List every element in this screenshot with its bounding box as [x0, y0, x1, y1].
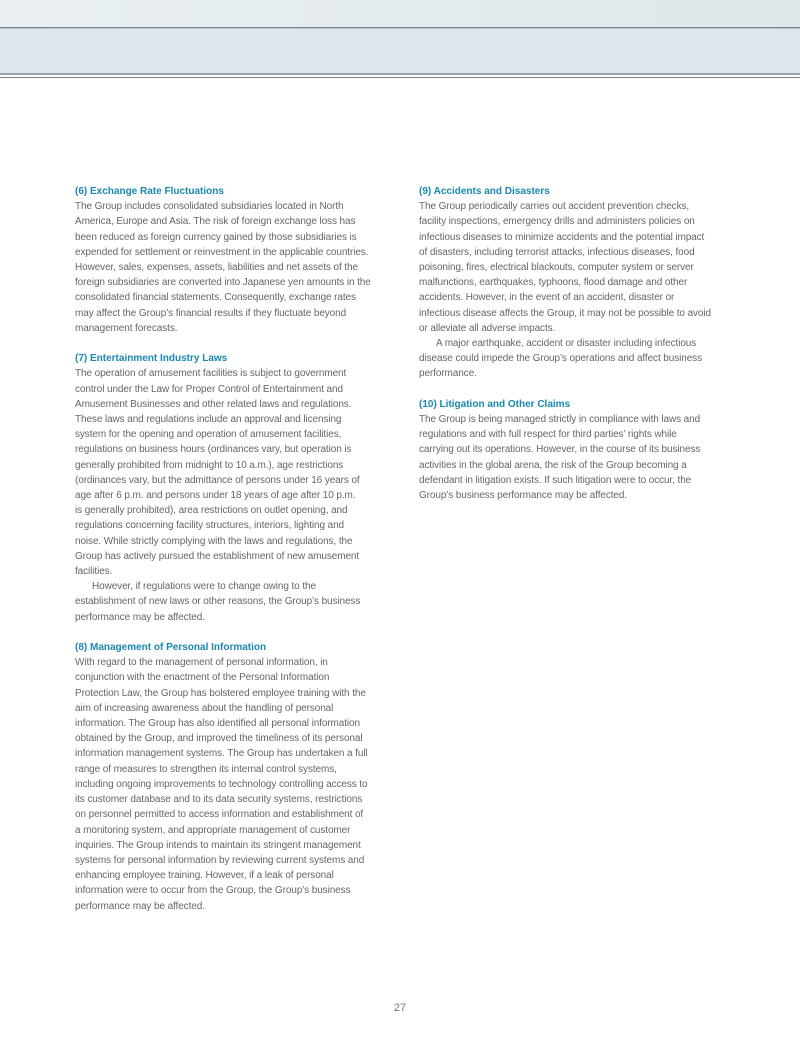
body-text-line: infectious diseases to minimize accidents and the potential impact: [419, 231, 705, 243]
body-text-line: Amusement Businesses and other related laws and regulations.: [75, 398, 352, 410]
body-text-line: been reduced as foreign currency gained by those subsidiaries is: [75, 231, 357, 243]
body-text-line: range of measures to strengthen its internal control systems,: [75, 763, 337, 775]
body-text-line: facility inspections, emergency drills and administers policies on: [419, 216, 695, 228]
header-band: [0, 28, 800, 75]
section: [419, 184, 739, 382]
body-text-line: Group has actively pursued the establishment of new amusement: [75, 550, 360, 562]
body-text-line: inquiries. The Group intends to maintain its stringent management: [75, 839, 361, 851]
section-heading: (10) Litigation and Other Claims: [419, 398, 571, 410]
body-text-line: regulations on business hours (ordinances vary, but operation is: [75, 444, 352, 456]
section-heading: (8) Management of Personal Information: [75, 642, 267, 654]
body-text-line: However, sales, expenses, assets, liabilities and net assets of the: [75, 262, 358, 274]
body-text-line: system for the opening and operation of amusement facilities,: [75, 429, 342, 441]
section-heading: (6) Exchange Rate Fluctuations: [75, 186, 224, 197]
body-text-line: The Group is being managed strictly in compliance with laws and: [419, 414, 701, 426]
body-text-line: its customer database and to its data security systems, restrictions: [75, 794, 363, 806]
body-text-line: may affect the Group’s financial results if they fluctuate beyond: [75, 307, 347, 319]
section: [419, 397, 739, 503]
body-text-line: enhancing employee training. However, if a leak of personal: [75, 870, 334, 882]
page-number: 27: [393, 1002, 407, 1014]
body-text-line: (ordinances vary, but the admittance of persons under 16 years of: [75, 474, 360, 486]
body-text-line: America, Europe and Asia. The risk of foreign exchange loss has: [75, 216, 356, 228]
body-text-line: performance may be affected.: [75, 611, 205, 623]
body-text-line: malfunctions, earthquakes, typhoons, flood damage and other: [419, 277, 688, 289]
body-text-line: management forecasts.: [75, 322, 178, 334]
section: [75, 351, 395, 625]
left-column: [75, 184, 395, 929]
body-text-line: performance.: [419, 368, 477, 380]
body-text-line: age after 6 p.m. and persons under 18 years of age after 10 p.m.: [75, 490, 356, 502]
body-text-line: establishment of new laws or other reasons, the Group’s business: [75, 596, 361, 608]
body-text-line: on personnel permitted to access information and establishment of: [75, 809, 364, 821]
body-text-line: information. The Group has also identified all personal information: [75, 718, 360, 730]
body-text-line: information were to occur from the Group, the Group’s business: [75, 885, 351, 897]
body-text-line: Protection Law, the Group has bolstered employee training with the: [75, 687, 366, 699]
body-text-line: is generally prohibited), area restrictions on outlet opening, and: [75, 505, 348, 517]
body-text-line: noise. While strictly complying with the laws and regulations, the: [75, 535, 353, 547]
body-text-line: A major earthquake, accident or disaster including infectious: [436, 338, 697, 350]
body-text-line: foreign subsidiaries are converted into Japanese yen amounts in the: [75, 277, 371, 289]
body-text-line: expended for settlement or reinvestment in the applicable countries.: [75, 246, 369, 258]
body-text-line: disease could impede the Group’s operations and affect business: [419, 353, 702, 365]
body-text-line: including ongoing improvements to technology controlling access to: [75, 778, 368, 790]
body-text-line: These laws and regulations include an approval and licensing: [75, 414, 342, 426]
body-text-line: However, if regulations were to change owing to the: [92, 581, 316, 593]
body-text-line: defendant in litigation exists. If such litigation were to occur, the: [419, 474, 692, 486]
body-text-line: regulations concerning facility structures, interiors, lighting and: [75, 520, 344, 532]
section: [75, 640, 395, 914]
header-divider: [0, 77, 800, 78]
body-text-line: performance may be affected.: [75, 900, 205, 912]
body-text-line: infectious disease affects the Group, it may not be possible to avoid: [419, 307, 711, 319]
body-text-line: conjunction with the enactment of the Personal Information: [75, 672, 330, 684]
body-text-line: aim of increasing awareness about the handling of personal: [75, 702, 334, 714]
section: [75, 184, 395, 336]
body-text-line: With regard to the management of personal information, in: [75, 657, 328, 669]
body-text-line: carrying out its operations. However, in the course of its business: [419, 444, 701, 456]
body-text-line: information management systems. The Group has undertaken a full: [75, 748, 368, 760]
body-text-line: The operation of amusement facilities is subject to government: [75, 368, 347, 380]
body-text-line: accidents. However, in the event of an accident, disaster or: [419, 292, 675, 304]
header-band-top: [0, 0, 800, 28]
body-text-line: or alleviate all adverse impacts.: [419, 322, 556, 334]
body-text-line: consolidated financial statements. Consequently, exchange rates: [75, 292, 356, 304]
body-text-line: The Group periodically carries out accident prevention checks,: [419, 201, 690, 213]
body-text-line: control under the Law for Proper Control of Entertainment and: [75, 383, 343, 395]
body-text-line: facilities.: [75, 566, 113, 578]
body-text-line: regulations and with full respect for third parties’ rights while: [419, 429, 677, 441]
section-heading: (9) Accidents and Disasters: [419, 186, 550, 197]
section-heading: (7) Entertainment Industry Laws: [75, 353, 228, 365]
body-text-line: systems for personal information by reviewing current systems and: [75, 854, 365, 866]
body-text-line: generally prohibited from midnight to 10 a.m.), age restrictions: [75, 459, 344, 471]
body-text-line: a monitoring system, and appropriate management of customer: [75, 824, 351, 836]
right-column: [419, 184, 739, 518]
body-text-line: The Group includes consolidated subsidiaries located in North: [75, 201, 344, 213]
body-text-line: Group’s business performance may be affected.: [419, 490, 628, 502]
body-text-line: of disasters, including terrorist attacks, infectious diseases, food: [419, 246, 695, 258]
body-text-line: activities in the global arena, the risk of the Group becoming a: [419, 459, 687, 471]
body-text-line: obtained by the Group, and improved the timeliness of its personal: [75, 733, 363, 745]
body-text-line: poisoning, fires, electrical blackouts, computer system or server: [419, 262, 694, 274]
